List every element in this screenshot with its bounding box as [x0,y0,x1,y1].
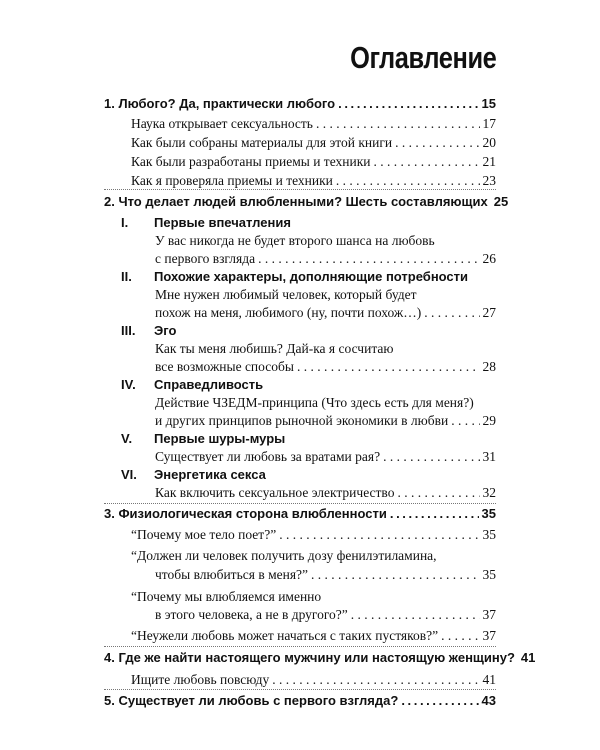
page-number: 35 [482,567,496,582]
toc-chapter-2[interactable] [104,194,509,209]
toc-chapter-4[interactable] [104,650,536,665]
item-title: Как включить сексуальное электричество [155,485,395,500]
leader-dots [374,154,480,170]
item-title: Как были разработаны приемы и техники [131,154,371,169]
toc-item[interactable] [131,672,496,688]
chapter-title: 3. Физиологическая сторона влюбленности [104,506,387,521]
toc-item[interactable] [155,413,496,429]
toc-item[interactable] [131,116,496,132]
section-number: VI. [121,467,137,482]
page-number: 26 [482,251,496,266]
divider [104,646,496,647]
section-number: V. [121,431,133,446]
page-number: 20 [482,135,496,150]
toc-section-6[interactable] [121,467,496,482]
item-title: и других принципов рыночной экономики в любви [155,413,449,428]
section-title: Первые впечатления [154,215,291,230]
toc-item[interactable] [131,628,496,644]
page-number: 21 [482,154,496,169]
leader-dots [397,485,479,501]
leader-dots [311,567,479,583]
item-title: в этого человека, а не в другого?” [155,607,348,622]
toc-section-1[interactable] [121,215,496,230]
chapter-title: 1. Любого? Да, практически любого [104,96,336,111]
leader-dots [401,693,478,708]
item-title[interactable]: “Почему мы влюбляемся именно [131,589,322,604]
section-title: Эго [154,323,177,338]
divider [104,689,496,690]
section-number: III. [121,323,136,338]
toc-section-4[interactable] [121,377,496,392]
item-title: Как были собраны материалы для этой книги [131,135,393,150]
page-number: 25 [493,194,509,209]
leader-dots [336,173,480,189]
leader-dots [351,607,480,623]
leader-dots [451,413,479,429]
page-number: 29 [482,413,496,428]
toc-item[interactable] [131,154,496,170]
leader-dots [297,359,480,375]
divider [104,503,496,504]
leader-dots [258,251,479,267]
page-number: 35 [482,527,496,542]
leader-dots [395,135,479,151]
item-title: с первого взгляда [155,251,256,266]
leader-dots [316,116,480,132]
item-title: Как я проверяла приемы и техники [131,173,333,188]
chapter-title: 2. Что делает людей влюбленными? Шесть составляющих [104,194,488,209]
section-title: Первые шуры-муры [154,431,286,446]
chapter-title: 5. Существует ли любовь с первого взгляда? [104,693,399,708]
section-title: Похожие характеры, дополняющие потребности [154,269,469,284]
item-title: “Почему мое тело поет?” [131,527,277,542]
section-title: Энергетика секса [154,467,266,482]
page-number: 28 [482,359,496,374]
toc-item[interactable] [155,359,496,375]
toc-section-5[interactable] [121,431,496,446]
item-title: Ищите любовь повсюду [131,672,270,687]
page-number: 17 [482,116,496,131]
item-title: все возможные способы [155,359,294,374]
page-number: 23 [482,173,496,188]
item-title: “Неужели любовь может начаться с таких пустяков?” [131,628,439,643]
page-number: 27 [482,305,496,320]
toc-item[interactable] [155,449,496,465]
leader-dots [390,506,479,521]
section-number: II. [121,269,132,284]
page-number: 37 [482,607,496,622]
item-title: похож на меня, любимого (ну, почти похож…) [155,305,422,320]
item-title[interactable]: “Должен ли человек получить дозу фенилэтиламина, [131,548,437,563]
section-number: IV. [121,377,136,392]
toc-chapter-3[interactable] [104,506,496,521]
item-title[interactable]: У вас никогда не будет второго шанса на любовь [155,233,435,248]
item-title: Существует ли любовь за вратами рая? [155,449,381,464]
page-number: 37 [482,628,496,643]
page-number: 31 [482,449,496,464]
toc-item[interactable] [155,305,496,321]
leader-dots [279,527,479,543]
toc-item[interactable] [155,607,496,623]
toc-chapter-1[interactable] [104,96,496,111]
page-title: Оглавление [349,40,496,75]
page-number: 32 [482,485,496,500]
item-title: чтобы влюбиться в меня?” [155,567,309,582]
item-title[interactable]: Мне нужен любимый человек, который будет [155,287,417,302]
section-title: Справедливость [154,377,264,392]
toc-item[interactable] [131,173,496,189]
section-number: I. [121,215,129,230]
toc-item[interactable] [131,527,496,543]
toc-item[interactable] [131,135,496,151]
item-title: Наука открывает сексуальность [131,116,313,131]
toc-item[interactable] [155,567,496,583]
leader-dots [441,628,479,644]
page-number: 43 [481,693,496,708]
item-title[interactable]: Действие ЧЗЕДМ-принципа (Что здесь есть для меня?) [155,395,474,410]
chapter-title: 4. Где же найти настоящего мужчину или настоящую женщину? [104,650,515,665]
page-number: 41 [520,650,536,665]
toc-item[interactable] [155,485,496,501]
page-number: 35 [481,506,496,521]
toc-section-2[interactable] [121,269,496,284]
page-number: 15 [481,96,496,111]
page-number: 41 [482,672,496,687]
toc-chapter-5[interactable] [104,693,496,708]
leader-dots [338,96,478,111]
divider [104,189,496,190]
toc-item[interactable] [155,251,496,267]
item-title[interactable]: Как ты меня любишь? Дай-ка я сосчитаю [155,341,394,356]
leader-dots [424,305,479,321]
leader-dots [272,672,479,688]
toc-section-3[interactable] [121,323,496,338]
leader-dots [383,449,479,465]
